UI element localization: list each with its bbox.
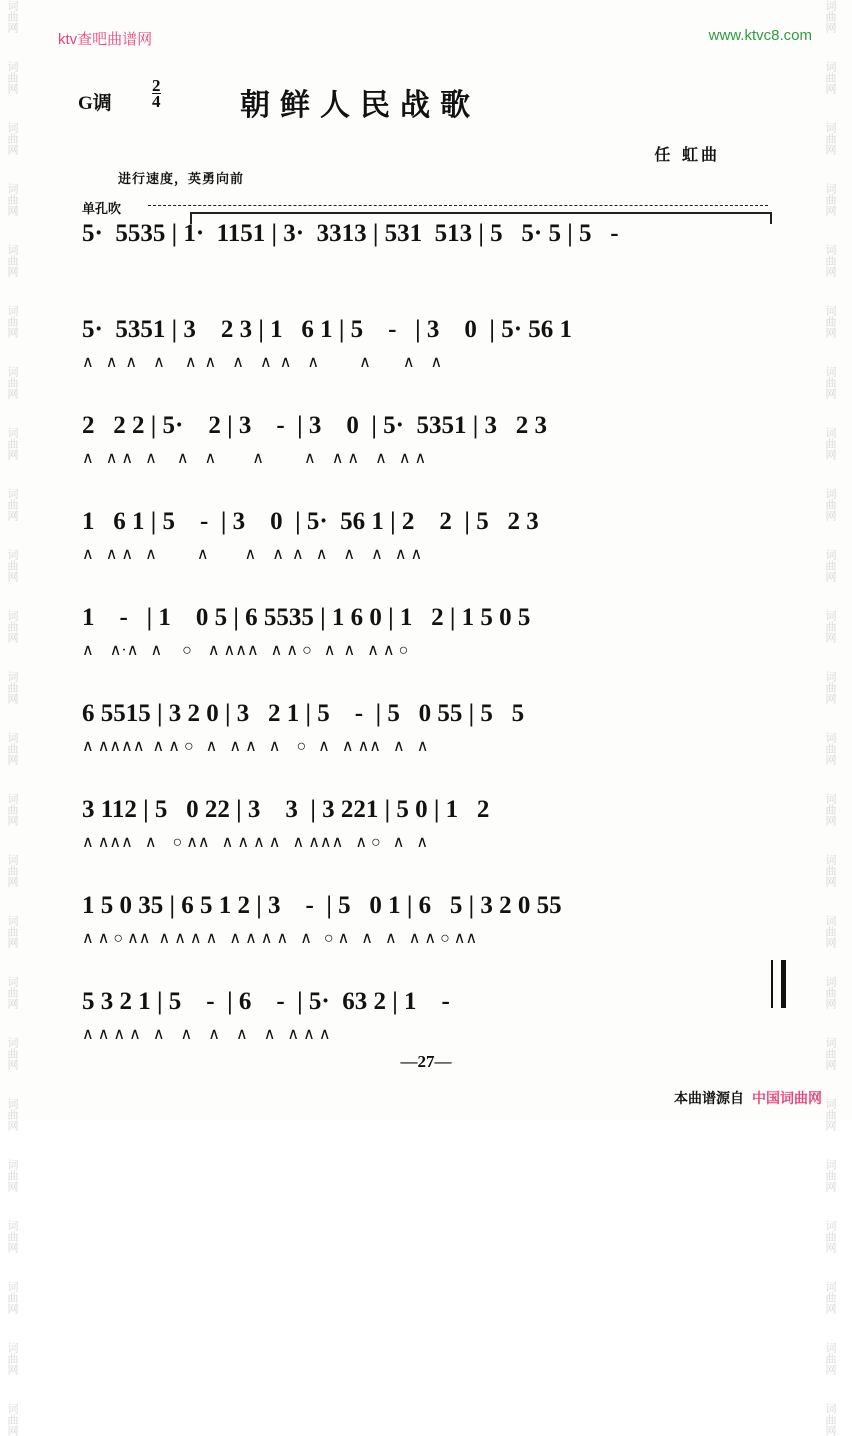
watermark-text: 词曲网 bbox=[824, 427, 836, 460]
watermark-text: 词曲网 bbox=[6, 793, 18, 826]
music-line-notes: 2 2 2 | 5· 2 | 3 - | 3 0 | 5· 5351 | 3 2 3 bbox=[82, 412, 548, 439]
music-line-accents: ∧ ∧ ∧ ∧ ∧ ∧ ∧ ∧ ∧ ∧ ∧ ∧ ∧ bbox=[82, 450, 427, 467]
music-line-accents: ∧ ∧∧∧ ∧ ○ ∧∧ ∧ ∧ ∧ ∧ ∧ ∧∧∧ ∧ ○ ∧ ∧ bbox=[82, 834, 429, 851]
music-line-notes: 1 - | 1 0 5 | 6 5535 | 1 6 0 | 1 2 | 1 5 0 5 bbox=[82, 604, 531, 631]
music-line bbox=[60, 700, 800, 764]
watermark-text: 词曲网 bbox=[6, 1037, 18, 1070]
watermark-text: 词曲网 bbox=[824, 1342, 836, 1375]
watermark-text: 词曲网 bbox=[824, 488, 836, 521]
composer-credit: 任 虹曲 bbox=[654, 145, 720, 164]
watermark-text: 词曲网 bbox=[6, 854, 18, 887]
watermark-text: 词曲网 bbox=[6, 1342, 18, 1375]
watermark-text: 词曲网 bbox=[6, 915, 18, 948]
watermark-text: 词曲网 bbox=[824, 244, 836, 277]
watermark-text: 词曲网 bbox=[6, 244, 18, 277]
music-line bbox=[60, 412, 800, 476]
watermark-text: 词曲网 bbox=[824, 549, 836, 582]
watermark-text: 词曲网 bbox=[824, 183, 836, 216]
watermark-text: 词曲网 bbox=[824, 305, 836, 338]
watermark-text: 词曲网 bbox=[6, 427, 18, 460]
time-signature-numerator: 2 bbox=[152, 76, 161, 95]
watermark-text: 词曲网 bbox=[6, 0, 18, 33]
music-line-accents: ∧ ∧·∧ ∧ ○ ∧ ∧∧∧ ∧ ∧ ○ ∧ ∧ ∧ ∧ ○ bbox=[82, 642, 409, 659]
technique-marking: 单孔吹 bbox=[82, 202, 122, 217]
music-line-notes: 6 5515 | 3 2 0 | 3 2 1 | 5 - | 5 0 55 | 5 5 bbox=[82, 700, 525, 727]
watermark-text: 词曲网 bbox=[6, 549, 18, 582]
right-watermark-column bbox=[822, 0, 848, 1436]
watermark-text: 词曲网 bbox=[6, 1220, 18, 1253]
music-staff-area bbox=[60, 55, 800, 1065]
watermark-text: 词曲网 bbox=[6, 1159, 18, 1192]
music-line bbox=[60, 604, 800, 668]
key-signature-text: G调 bbox=[78, 93, 112, 114]
watermark-text: 词曲网 bbox=[824, 671, 836, 704]
music-line-notes: 5· 5351 | 3 2 3 | 1 6 1 | 5 - | 3 0 | 5· 56 1 bbox=[82, 316, 573, 343]
music-line bbox=[60, 220, 800, 284]
music-line bbox=[60, 892, 800, 956]
watermark-text: 词曲网 bbox=[824, 854, 836, 887]
watermark-text: 词曲网 bbox=[6, 732, 18, 765]
watermark-text: 词曲网 bbox=[6, 122, 18, 155]
watermark-text: 词曲网 bbox=[6, 366, 18, 399]
watermark-text: 词曲网 bbox=[824, 976, 836, 1009]
watermark-text: 词曲网 bbox=[6, 610, 18, 643]
watermark-text: 词曲网 bbox=[824, 1403, 836, 1436]
tempo-marking: 进行速度，英勇向前 bbox=[118, 172, 245, 187]
watermark-text: 词曲网 bbox=[824, 915, 836, 948]
watermark-text: 词曲网 bbox=[6, 61, 18, 94]
music-line-notes: 3 112 | 5 0 22 | 3 3 | 3 221 | 5 0 | 1 2 bbox=[82, 796, 490, 823]
watermark-text: 词曲网 bbox=[824, 366, 836, 399]
watermark-text: 词曲网 bbox=[824, 122, 836, 155]
watermark-text: 词曲网 bbox=[824, 1281, 836, 1314]
music-line-notes: 1 6 1 | 5 - | 3 0 | 5· 56 1 | 2 2 | 5 2 3 bbox=[82, 508, 539, 535]
watermark-text: 词曲网 bbox=[824, 61, 836, 94]
watermark-text: 词曲网 bbox=[824, 1220, 836, 1253]
watermark-text: 词曲网 bbox=[824, 0, 836, 33]
music-line bbox=[60, 316, 800, 380]
left-site-watermark: ktv查吧曲谱网 bbox=[58, 31, 153, 48]
watermark-text: 词曲网 bbox=[824, 732, 836, 765]
time-signature-denominator: 4 bbox=[152, 92, 161, 111]
music-line-accents: ∧ ∧ ∧ ∧ ∧ ∧ ∧ ∧ ∧ ∧ ∧ ∧ bbox=[82, 1026, 331, 1043]
watermark-text: 词曲网 bbox=[6, 1281, 18, 1314]
page-number: —27— bbox=[400, 1052, 452, 1071]
music-line-notes: 1 5 0 35 | 6 5 1 2 | 3 - | 5 0 1 | 6 5 | 3 2 0 55 bbox=[82, 892, 562, 919]
watermark-text: 词曲网 bbox=[6, 1403, 18, 1436]
final-barline bbox=[771, 960, 786, 1008]
watermark-text: 词曲网 bbox=[824, 610, 836, 643]
right-site-url: www.ktvc8.com bbox=[708, 27, 812, 44]
music-line-accents: ∧ ∧ ∧ ∧ ∧ ∧ ∧ ∧ ∧ ∧ ∧ ∧ ∧ bbox=[82, 546, 423, 563]
watermark-text: 词曲网 bbox=[824, 1037, 836, 1070]
page-header bbox=[0, 0, 852, 60]
music-line bbox=[60, 796, 800, 860]
music-line-notes: 5· 5535 | 1· 1151 | 3· 3313 | 531 513 | 5 5· 5 | 5 - bbox=[82, 220, 619, 247]
footer-brand-link[interactable]: 中国词曲网 bbox=[752, 1091, 822, 1107]
watermark-text: 词曲网 bbox=[6, 488, 18, 521]
watermark-text: 词曲网 bbox=[824, 1159, 836, 1192]
music-line-accents: ∧ ∧ ∧ ∧ ∧ ∧ ∧ ∧ ∧ ∧ ∧ ∧ ∧ bbox=[82, 354, 443, 371]
footer-source bbox=[674, 1088, 822, 1108]
footer-source-label: 本曲谱源自 bbox=[674, 1091, 744, 1107]
watermark-text: 词曲网 bbox=[824, 793, 836, 826]
music-line bbox=[60, 508, 800, 572]
music-line bbox=[60, 988, 800, 1052]
watermark-text: 词曲网 bbox=[6, 976, 18, 1009]
music-line-accents bbox=[82, 256, 798, 278]
page-title: 朝鲜人民战歌 bbox=[240, 88, 480, 123]
watermark-text: 词曲网 bbox=[824, 1098, 836, 1131]
watermark-text: 词曲网 bbox=[6, 1098, 18, 1131]
watermark-text: 词曲网 bbox=[6, 305, 18, 338]
watermark-text: 词曲网 bbox=[6, 183, 18, 216]
music-line-accents: ∧ ∧∧∧∧ ∧ ∧ ○ ∧ ∧ ∧ ∧ ○ ∧ ∧ ∧∧ ∧ ∧ bbox=[82, 738, 429, 755]
music-line-notes: 5 3 2 1 | 5 - | 6 - | 5· 63 2 | 1 - bbox=[82, 988, 450, 1015]
left-watermark-column bbox=[4, 0, 30, 1436]
watermark-text: 词曲网 bbox=[6, 671, 18, 704]
music-line-accents: ∧ ∧ ○ ∧∧ ∧ ∧ ∧ ∧ ∧ ∧ ∧ ∧ ∧ ○ ∧ ∧ ∧ ∧ ∧ ○ ∧∧ bbox=[82, 930, 478, 947]
